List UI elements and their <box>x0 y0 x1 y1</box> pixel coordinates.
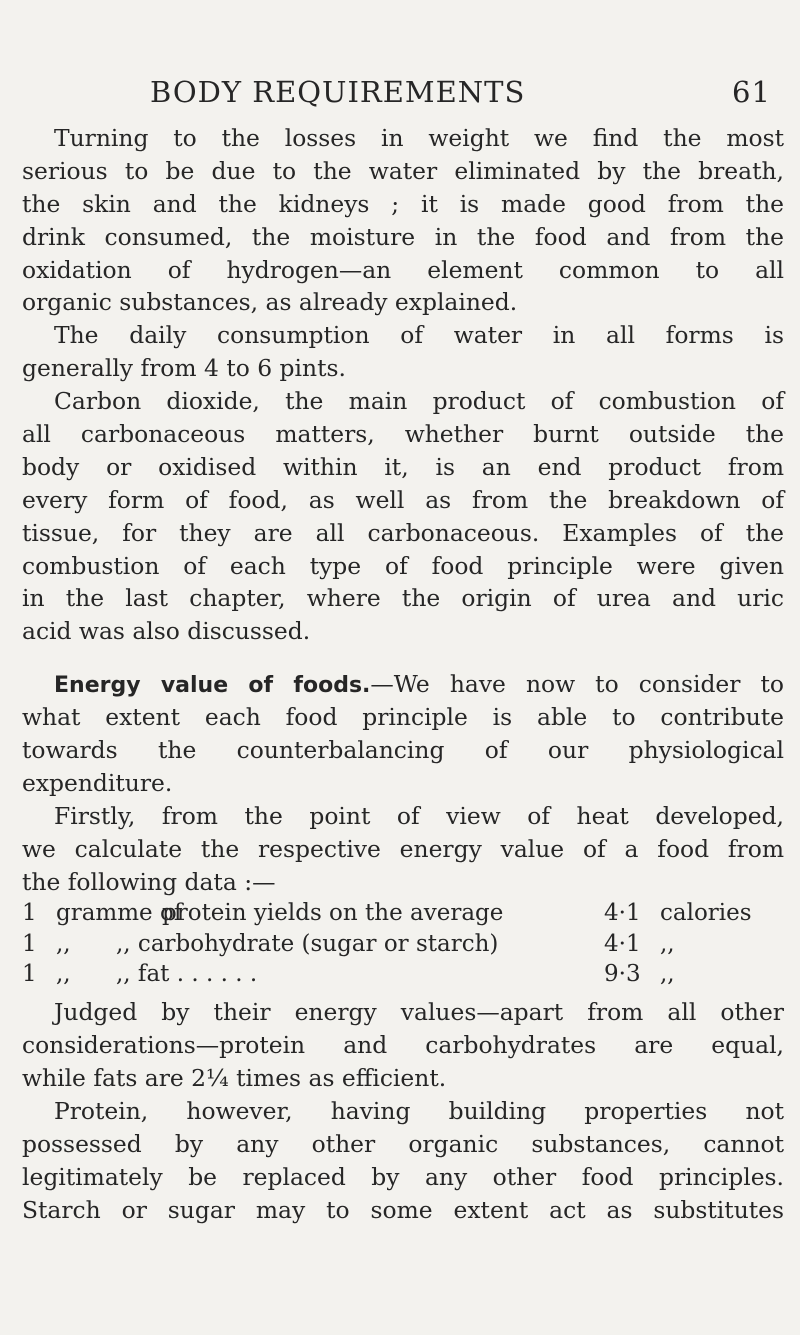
text-line: expenditure. <box>22 768 173 797</box>
table-row <box>22 929 784 960</box>
heading-continuation: —We have now to consider to <box>370 670 784 699</box>
text-line: we calculate the respective energy value of a food from <box>22 834 784 863</box>
text-line: the following data :— <box>22 867 276 896</box>
description-cell: ,, carbohydrate (sugar or starch) <box>116 930 499 957</box>
unit-cell: gramme of <box>56 900 183 927</box>
text-line: towards the counterbalancing of our physiological <box>22 736 784 765</box>
text-line: The daily consumption of water in all forms is <box>54 321 784 350</box>
text-line: drink consumed, the moisture in the food and from the <box>22 222 784 251</box>
text-line: Starch or sugar may to some extent act as substitutes <box>22 1195 784 1224</box>
text-line: possessed by any other organic substances, cannot <box>22 1130 784 1159</box>
text-line: every form of food, as well as from the breakdown of <box>22 485 784 514</box>
text-line: Carbon dioxide, the main product of combustion of <box>54 387 784 416</box>
paragraph-water-consumption <box>22 319 784 385</box>
text-line: Protein, however, having building properties not <box>54 1097 784 1126</box>
section-heading: Energy value of foods. <box>54 673 371 699</box>
calories-cell: ,, <box>660 930 675 957</box>
page-title: BODY REQUIREMENTS <box>150 75 526 109</box>
text-line: organic substances, as already explained. <box>22 288 518 317</box>
quantity-cell: 1 <box>22 930 37 957</box>
value-cell: 4·1 <box>604 930 641 957</box>
paragraph-heat-developed <box>22 800 784 899</box>
quantity-cell: 1 <box>22 961 37 988</box>
calories-cell: ,, <box>660 961 675 988</box>
text-line: in the last chapter, where the origin of urea and uric <box>22 584 784 613</box>
paragraph-judged-by-energy <box>22 996 784 1095</box>
body-text <box>22 122 784 1227</box>
text-line: combustion of each type of food principle were given <box>22 551 784 580</box>
text-line: the skin and the kidneys ; it is made good from the <box>22 189 784 218</box>
section-gap <box>22 648 784 668</box>
text-line: acid was also discussed. <box>22 617 311 646</box>
paragraph-water-losses <box>22 122 784 319</box>
text-line <box>22 668 784 701</box>
description-cell: ,, fat . . . . . . <box>116 961 258 988</box>
text-line: legitimately be replaced by any other food principles. <box>22 1162 784 1191</box>
paragraph-energy-value <box>22 668 784 800</box>
page-number: 61 <box>732 75 771 109</box>
unit-cell: ,, <box>56 961 71 988</box>
paragraph-carbon-dioxide <box>22 385 784 648</box>
calories-cell: calories <box>660 900 752 927</box>
quantity-cell: 1 <box>22 900 37 927</box>
value-cell: 4·1 <box>604 900 641 927</box>
text-line: what extent each food principle is able to contribute <box>22 703 784 732</box>
text-line: all carbonaceous matters, whether burnt outside the <box>22 420 784 449</box>
unit-cell: ,, <box>56 930 71 957</box>
text-line: serious to be due to the water eliminated by the breath, <box>22 156 784 185</box>
text-line: Firstly, from the point of view of heat developed, <box>54 801 784 830</box>
description-cell: protein yields on the average <box>162 900 504 927</box>
text-line: generally from 4 to 6 pints. <box>22 354 346 383</box>
table-row <box>22 959 784 990</box>
paragraph-protein <box>22 1095 784 1227</box>
table-row <box>22 898 784 929</box>
text-line: oxidation of hydrogen—an element common to all <box>22 255 784 284</box>
text-line: Turning to the losses in weight we find the most <box>54 124 784 152</box>
text-line: considerations—protein and carbohydrates are equal, <box>22 1031 784 1060</box>
text-line: while fats are 2¼ times as efficient. <box>22 1064 447 1093</box>
text-line: tissue, for they are all carbonaceous. Examples of the <box>22 518 784 547</box>
value-cell: 9·3 <box>604 961 641 988</box>
text-line: Judged by their energy values—apart from all other <box>54 998 784 1027</box>
text-line: body or oxidised within it, is an end product from <box>22 452 784 481</box>
running-head <box>150 72 790 112</box>
energy-table <box>22 898 784 996</box>
